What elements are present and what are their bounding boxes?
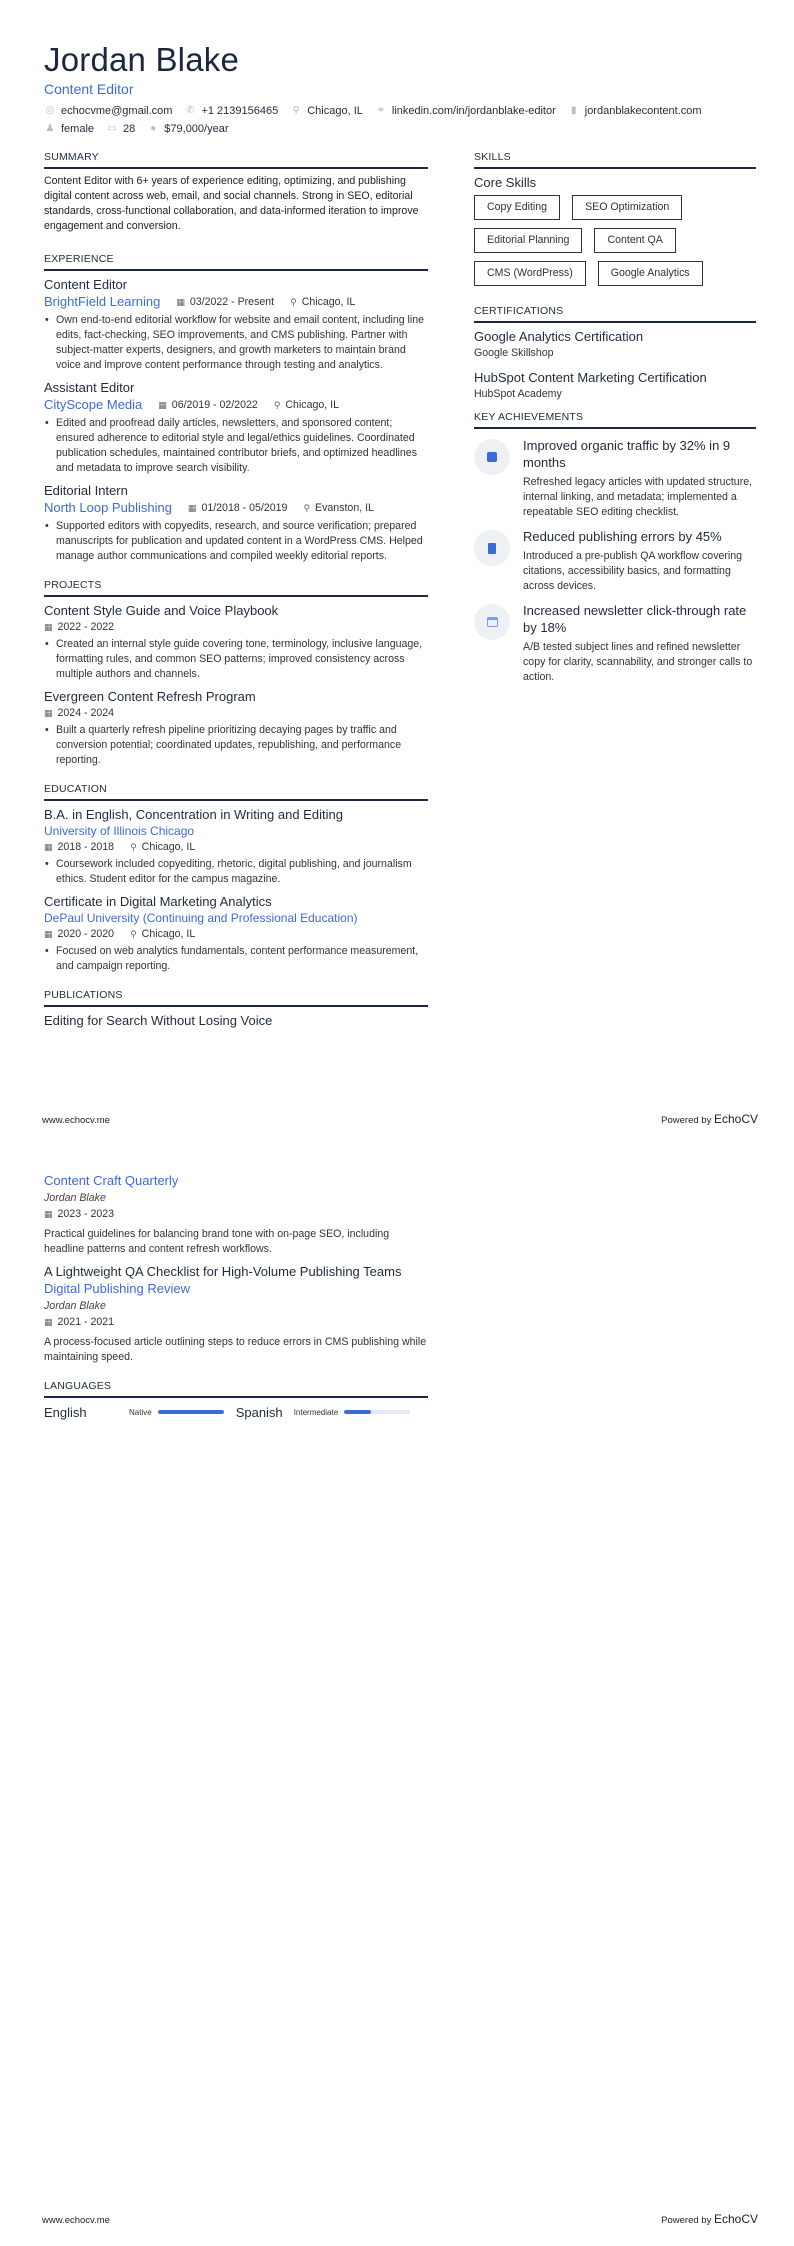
page-footer [42,2212,758,2226]
page-footer [42,1112,758,1126]
contact-phone[interactable]: ✆ +1 2139156465 [186,105,279,117]
education-bullet: • Coursework included copyediting, rhetoric, digital publishing, and journalism ethics. Student editor for the campus magazine. [44,857,428,887]
language-level: Intermediate [293,1407,339,1417]
file-icon: ▮ [570,105,577,116]
job-dates: ▦ 01/2018 - 05/2019 [187,502,288,514]
job-location: ⚲ Chicago, IL [290,296,356,308]
achievement-description: Refreshed legacy articles with updated structure, internal linking, and metadata; implemented a repeatable SEO editing checklist. [523,476,753,518]
location-pin-icon: ⚲ [130,842,137,852]
contact-row-1 [44,103,714,119]
skill-tags [474,195,756,286]
calendar-icon: ▦ [44,1209,53,1219]
job-dates: ▦ 06/2019 - 02/2022 [158,399,258,411]
achievement-description: Introduced a pre-publish QA workflow covering citations, accessibility basics, and formatting across devices. [523,550,743,592]
certification-issuer: HubSpot Academy [474,388,562,400]
experience-item [44,379,428,476]
certifications-section [474,304,756,402]
achievement-title: Increased newsletter click-through rate by 18% [523,603,747,635]
job-bullet: • Edited and proofread daily articles, newsletters, and sponsored content; ensured adherence to editorial style and legal/ethics guidelines. Coordinated publication schedules, maintained contributor briefs, and optimized headlines and metadata to improve search visibility. [44,416,428,476]
link-icon: ⚭ [376,105,386,116]
skill-tag: SEO Optimization [572,195,682,220]
calendar-icon: ▭ [107,123,117,134]
person-icon: ♟ [45,123,55,134]
calendar-icon: ▦ [44,708,53,718]
publication-dates: ▦ 2021 - 2021 [44,1316,115,1328]
footer-brand[interactable]: EchoCV [713,1112,758,1126]
skill-tag: Editorial Planning [474,228,582,253]
education-item [44,893,428,974]
publication-title: Editing for Search Without Losing Voice [44,1013,273,1028]
job-location: ⚲ Evanston, IL [303,502,374,514]
contact-salary: ● $79,000/year [147,121,228,137]
summary-text: Content Editor with 6+ years of experience editing, optimizing, and publishing digital content across web, email, and social channels. Strong in SEO, editorial standards, cross-functional collaboration, and data-informed iteration to improve engagement and conversion. [44,175,419,232]
publication-publisher[interactable]: Content Craft Quarterly [44,1173,179,1188]
experience-item [44,276,428,373]
bar-chart-icon [474,439,510,475]
location-pin-icon: ⚲ [292,105,300,116]
skill-group-title: Core Skills [474,175,537,190]
publications-section [44,988,428,1029]
calendar-icon: ▦ [158,399,167,410]
project-dates: ▦ 2024 - 2024 [44,707,115,719]
language-name: English [44,1404,87,1420]
section-heading-achievements: KEY ACHIEVEMENTS [474,410,756,429]
job-location: ⚲ Chicago, IL [273,399,339,411]
footer-brand[interactable]: EchoCV [713,2212,758,2226]
education-bullet: • Focused on web analytics fundamentals, content performance measurement, and campaign reporting. [44,944,428,974]
contact-age: ▭ 28 [107,123,136,135]
publications-section-continued [44,1172,428,1365]
location-pin-icon: ⚲ [130,929,137,939]
candidate-name: Jordan Blake [44,41,240,78]
job-role: Assistant Editor [44,380,135,395]
footer-site-link[interactable]: www.echocv.me [42,2215,110,2226]
section-heading-projects: PROJECTS [44,578,428,597]
school-name[interactable]: University of Illinois Chicago [44,824,195,838]
publication-item [44,1263,428,1365]
achievement-title: Reduced publishing errors by 45% [523,529,722,544]
achievement-title: Improved organic traffic by 32% in 9 months [523,438,731,470]
contact-gender: ♟ female [45,123,95,135]
calendar-icon: ▦ [44,622,53,632]
publication-dates: ▦ 2023 - 2023 [44,1208,115,1220]
candidate-title: Content Editor [44,81,134,97]
company-name[interactable]: BrightField Learning [44,294,161,309]
calendar-icon: ▦ [44,842,53,852]
language-level: Native [129,1407,152,1417]
document-icon [474,530,510,566]
job-bullet: • Supported editors with copyedits, research, and source verification; prepared manuscripts for publication and updated content in a WordPress CMS. Helped manage author communications and compiled weekly editorial reports. [44,519,428,564]
location-pin-icon: ⚲ [290,296,297,307]
job-bullet: • Own end-to-end editorial workflow for website and email content, including line edits, fact-checking, SEO improvements, and CMS publishing. Partner with subject-matter experts, designers, and growth marketers to maintain brand voice and improve content performance through testing and analytics. [44,313,428,373]
left-column-continued [44,1172,428,1421]
projects-section [44,578,428,768]
footer-powered-by: Powered by EchoCV [661,2212,758,2226]
languages-section [44,1379,428,1421]
phone-icon: ✆ [186,105,195,116]
job-role: Editorial Intern [44,483,128,498]
right-column [474,150,756,693]
education-dates: ▦ 2020 - 2020 [44,928,115,940]
section-heading-summary: SUMMARY [44,150,428,169]
company-name[interactable]: CityScope Media [44,397,143,412]
resume-header [44,40,714,137]
education-item [44,806,428,887]
achievement-item [474,437,756,520]
project-dates: ▦ 2022 - 2022 [44,621,115,633]
education-section [44,782,428,974]
job-role: Content Editor [44,277,128,292]
publication-description: Practical guidelines for balancing brand tone with on-page SEO, including headline patterns and content refresh workflows. [44,1228,390,1255]
publication-author: Jordan Blake [44,1192,106,1204]
languages-row [44,1403,428,1421]
language-name: Spanish [235,1404,283,1420]
money-icon: ● [150,123,157,134]
publication-author: Jordan Blake [44,1300,106,1312]
skills-section [474,150,756,286]
skill-tag: Copy Editing [474,195,560,220]
footer-site-link[interactable]: www.echocv.me [42,1115,110,1126]
education-dates: ▦ 2018 - 2018 [44,841,115,853]
contact-website[interactable]: ▮ jordanblakecontent.com [568,103,702,119]
experience-section [44,252,428,564]
calendar-icon: ▦ [176,296,185,307]
experience-item [44,482,428,564]
skill-tag: Google Analytics [598,261,703,286]
resume-page-2 [0,1130,794,2246]
certification-name: HubSpot Content Marketing Certification [474,370,707,385]
calendar-icon [474,604,510,640]
section-heading-skills: SKILLS [474,150,756,169]
project-item [44,602,428,682]
email-icon: ◎ [45,105,55,116]
contact-location: ⚲ Chicago, IL [290,103,363,119]
language-proficiency-bar [344,1410,410,1414]
job-dates: ▦ 03/2022 - Present [176,296,275,308]
location-pin-icon: ⚲ [273,399,281,410]
section-heading-languages: LANGUAGES [44,1379,428,1398]
project-item [44,688,428,768]
education-location: ⚲ Chicago, IL [130,841,196,853]
publication-description: A process-focused article outlining steps to reduce errors in CMS publishing while maintaining speed. [44,1336,427,1363]
education-location: ⚲ Chicago, IL [130,928,196,940]
section-heading-education: EDUCATION [44,782,428,801]
contact-row-2 [44,121,714,137]
section-heading-publications: PUBLICATIONS [44,988,428,1007]
school-name[interactable]: DePaul University (Continuing and Professional Education) [44,911,358,925]
skill-tag: CMS (WordPress) [474,261,586,286]
section-heading-experience: EXPERIENCE [44,252,428,271]
contact-linkedin[interactable]: ⚭ linkedin.com/in/jordanblake-editor [376,105,556,117]
project-name: Content Style Guide and Voice Playbook [44,603,279,618]
certification-issuer: Google Skillshop [474,347,554,359]
location-pin-icon: ⚲ [303,502,311,513]
project-name: Evergreen Content Refresh Program [44,689,256,704]
achievements-section [474,410,756,685]
left-column [44,150,428,1029]
achievement-item [474,528,756,594]
calendar-icon: ▦ [44,929,53,939]
degree-name: Certificate in Digital Marketing Analytics [44,894,272,909]
publication-publisher[interactable]: Digital Publishing Review [44,1281,190,1296]
skill-tag: Content QA [594,228,675,253]
company-name[interactable]: North Loop Publishing [44,500,172,515]
language-proficiency-bar [158,1410,224,1414]
contact-email[interactable]: ◎ echocvme@gmail.com [45,105,173,117]
section-heading-certifications: CERTIFICATIONS [474,304,756,323]
degree-name: B.A. in English, Concentration in Writing and Editing [44,807,343,822]
certification-name: Google Analytics Certification [474,329,644,344]
publication-item [44,1172,428,1257]
publication-title: A Lightweight QA Checklist for High-Volume Publishing Teams [44,1264,402,1279]
achievement-description: A/B tested subject lines and refined newsletter copy for clarity, scannability, and stronger calls to action. [523,641,753,683]
calendar-icon: ▦ [187,502,197,513]
summary-section [44,150,428,234]
project-bullet: • Created an internal style guide covering tone, terminology, inclusive language, formatting rules, and common SEO patterns; improved consistency across multiple authors and channels. [44,637,428,682]
footer-powered-by: Powered by EchoCV [661,1112,758,1126]
calendar-icon: ▦ [44,1317,53,1327]
project-bullet: • Built a quarterly refresh pipeline prioritizing decaying pages by traffic and conversion potential; coordinated updates, republishing, and performance reporting. [44,723,428,768]
achievement-item [474,602,756,685]
